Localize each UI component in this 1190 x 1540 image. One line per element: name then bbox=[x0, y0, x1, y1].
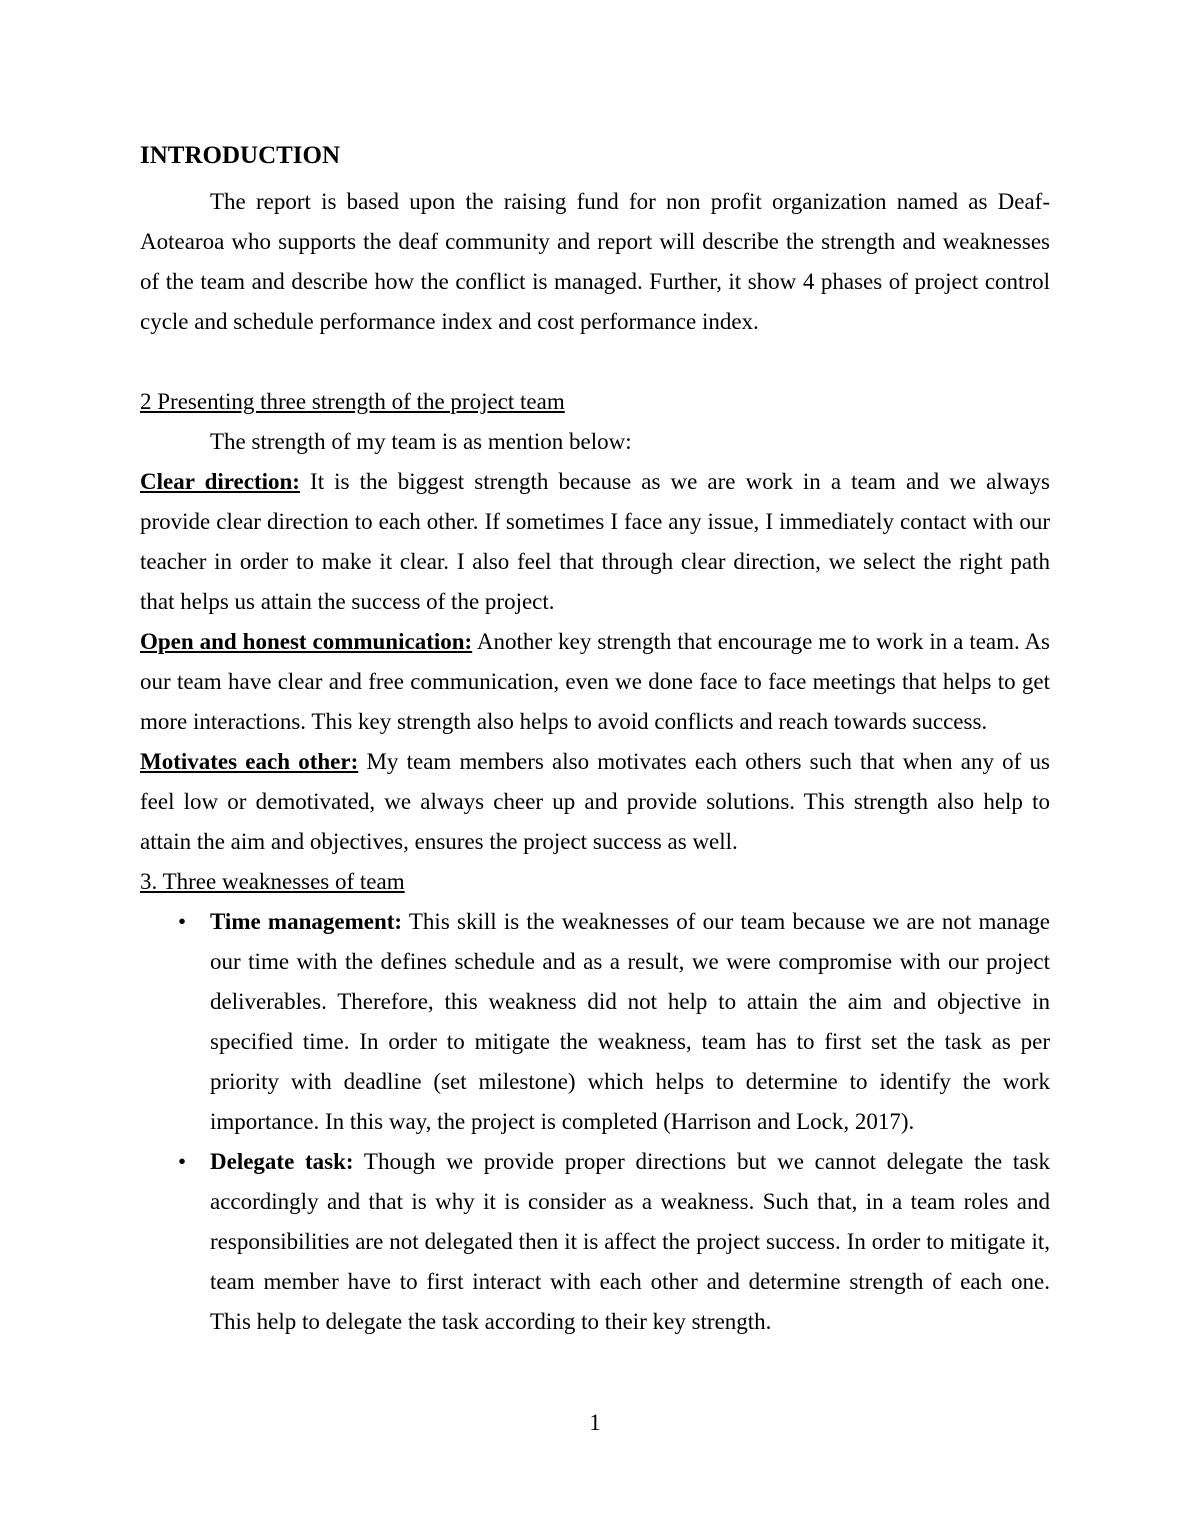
bullet-icon: • bbox=[178, 1149, 187, 1174]
strength-text: My team members also motivates each others such that when any of us feel low or demotivated, we always cheer up and provide solutions. This strength also help to attain the aim and objectives, ensures the project success as well. bbox=[140, 749, 1050, 854]
strength-label: Open and honest communication: bbox=[140, 629, 473, 654]
weakness-text: This skill is the weaknesses of our team because we are not manage our time with the defines schedule and as a result, we were compromise with our project deliverables. Therefore, this weakness did not help to attain the aim and objective in specified time. In order to mitigate the weakness, team has to first set the task as per priority with deadline (set milestone) which helps to determine to identify the work importance. In this way, the project is completed (Harrison and Lock, 2017). bbox=[210, 909, 1050, 1134]
document-content bbox=[140, 136, 1050, 1342]
strength-paragraph-clear-direction bbox=[140, 462, 1050, 622]
strength-paragraph-open-communication bbox=[140, 622, 1050, 742]
section-2-lead: The strength of my team is as mention below: bbox=[210, 429, 632, 454]
section-3-heading: 3. Three weaknesses of team bbox=[140, 869, 405, 894]
page-number: 1 bbox=[589, 1410, 601, 1435]
weakness-label: Time management: bbox=[210, 909, 403, 934]
document-title: INTRODUCTION bbox=[140, 142, 341, 169]
blank-line bbox=[140, 342, 1050, 382]
strength-paragraph-motivates bbox=[140, 742, 1050, 862]
weakness-label: Delegate task: bbox=[210, 1149, 354, 1174]
intro-paragraph: The report is based upon the raising fund for non profit organization named as Deaf-Aotearoa who supports the deaf community and report will describe the strength and weaknesses of the team and describe how the conflict is managed. Further, it show 4 phases of project control cycle and schedule performance index and cost performance index. bbox=[140, 189, 1050, 334]
bullet-icon: • bbox=[178, 909, 187, 934]
strength-label: Motivates each other: bbox=[140, 749, 359, 774]
weakness-text: Though we provide proper directions but we cannot delegate the task accordingly and that is why it is consider as a weakness. Such that, in a team roles and responsibilities are not delegated then it is affect the project success. In order to mitigate it, team member have to first interact with each other and determine strength of each one. This help to delegate the task according to their key strength. bbox=[210, 1149, 1050, 1334]
section-2-heading: 2 Presenting three strength of the project team bbox=[140, 389, 565, 414]
strength-text: Another key strength that encourage me to work in a team. As our team have clear and free communication, even we done face to face meetings that helps to get more interactions. This key strength also helps to avoid conflicts and reach towards success. bbox=[140, 629, 1050, 734]
strength-text: It is the biggest strength because as we are work in a team and we always provide clear direction to each other. If sometimes I face any issue, I immediately contact with our teacher in order to make it clear. I also feel that through clear direction, we select the right path that helps us attain the success of the project. bbox=[140, 469, 1050, 614]
weakness-bullet-time-management bbox=[140, 902, 1050, 1142]
strength-label: Clear direction: bbox=[140, 469, 300, 494]
weakness-bullet-delegate-task bbox=[140, 1142, 1050, 1342]
